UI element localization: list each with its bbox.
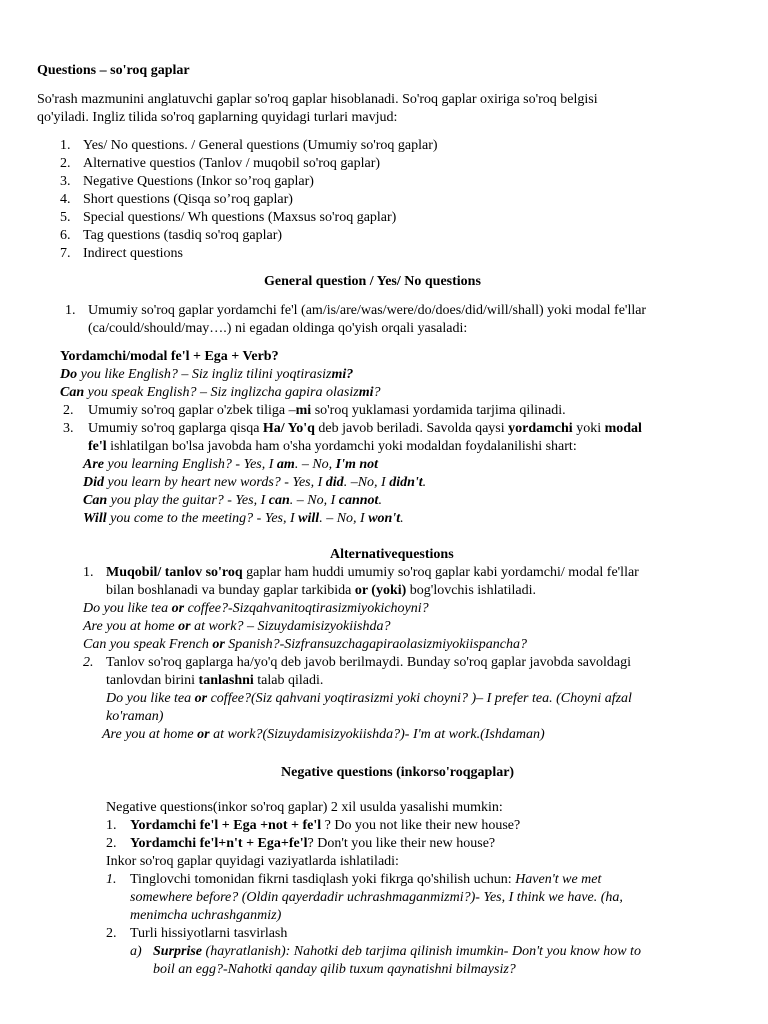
general-answer-4: Will you come to the meeting? - Yes, I will. – No, I won't. (83, 511, 404, 526)
list-item: 5. Special questions/ Wh questions (Maxsus so'roq gaplar) (60, 210, 397, 225)
general-p3-line-1: Umumiy so'roq gaplarga qisqa Ha/ Yo'q deb javob beriladi. Savolda qaysi yordamchi yoki modal (88, 421, 642, 436)
alternative-example-1: Do you like tea or coffee?-Sizqahvanitoqtirasizmiyokichoyni? (83, 601, 429, 616)
list-item: 2. Alternative questios (Tanlov / muqobil so'roq gaplar) (60, 156, 381, 171)
negative-usage: Inkor so'roq gaplar quyidagi vaziyatlarda ishlatiladi: (106, 854, 399, 869)
intro-line-1: So'rash mazmunini anglatuvchi gaplar so'roq gaplar hisoblanadi. So'roq gaplar oxiriga so'roq belgisi (37, 92, 598, 107)
alternative-heading: Alternativequestions (330, 547, 454, 562)
general-p1-num: 1. (65, 303, 76, 318)
negative-u1-line-1: Tinglovchi tomonidan fikrni tasdiqlash yoki fikrga qo'shilish uchun: Haven't we met (130, 872, 602, 887)
general-p1-line-1: Umumiy so'roq gaplar yordamchi fe'l (am/is/are/was/were/do/does/did/will/shall) yoki modal fe'llar (88, 303, 647, 318)
alternative-example-4: Do you like tea or coffee?(Siz qahvani yoqtirasizmi yoki choyni? )– I prefer tea. (Choyni afzal (106, 691, 632, 706)
alternative-example-4-cont: ko'raman) (106, 709, 164, 724)
list-item: 3. Negative Questions (Inkor so’roq gaplar) (60, 174, 314, 189)
negative-u2: Turli hissiyotlarni tasvirlash (130, 926, 288, 941)
negative-ua-num: a) (130, 944, 142, 959)
negative-u1-line-3: menimcha uchrashganmiz) (130, 908, 282, 923)
general-answer-3: Can you play the guitar? - Yes, I can. – No, I cannot. (83, 493, 382, 508)
negative-u1-line-2: somewhere before? (Oldin qayerdadir uchrashmaganmizmi?)- Yes, I think we have. (ha, (130, 890, 623, 905)
list-item: 7. Indirect questions (60, 246, 183, 261)
negative-u2-num: 2. (106, 926, 117, 941)
alternative-p1-line-2: bilan boshlanadi va bunday gaplar tarkibida or (yoki) bog'lovchis ishlatiladi. (106, 583, 536, 598)
negative-u1-num: 1. (106, 872, 117, 887)
list-item: 1. Yes/ No questions. / General questions (Umumiy so'roq gaplar) (60, 138, 438, 153)
general-heading: General question / Yes/ No questions (264, 274, 481, 289)
general-p3-num: 3. (63, 421, 74, 436)
intro-line-2: qo'yiladi. Ingliz tilida so'roq gaplarning quyidagi turlari mavjud: (37, 110, 398, 125)
negative-formula-2: Yordamchi fe'l+n't + Ega+fe'l? Don't you like their new house? (130, 836, 496, 851)
general-example-1: Do you like English? – Siz ingliz tilini yoqtirasizmi? (60, 367, 354, 382)
alternative-example-3: Can you speak French or Spanish?-Sizfransuzchagapiraolasizmiyokiispancha? (83, 637, 527, 652)
alternative-p2-num: 2. (83, 655, 94, 670)
general-p2-num: 2. (63, 403, 74, 418)
general-p3-line-2: fe'l ishlatilgan bo'lsa javobda ham o'sha yordamchi yoki modaldan foydalanilishi shart: (88, 439, 577, 454)
general-p1-line-2: (ca/could/should/may….) ni egadan oldinga qo'yish orqali yasaladi: (88, 321, 468, 336)
negative-heading: Negative questions (inkorso'roqgaplar) (281, 765, 515, 780)
negative-intro: Negative questions(inkor so'roq gaplar) 2 xil usulda yasalishi mumkin: (106, 800, 503, 815)
negative-f1-num: 1. (106, 818, 117, 833)
negative-formula-1: Yordamchi fe'l + Ega +not + fe'l ? Do you not like their new house? (130, 818, 521, 833)
negative-f2-num: 2. (106, 836, 117, 851)
alternative-example-2: Are you at home or at work? – Sizuydamisizyokiishda? (83, 619, 391, 634)
alternative-p1-line-1: Muqobil/ tanlov so'roq gaplar ham huddi umumiy so'roq gaplar kabi yordamchi/ modal fe'llar (106, 565, 639, 580)
negative-ua-line-1: Surprise (hayratlanish): Nahotki deb tarjima qilinish imumkin- Don't you know how to (153, 944, 641, 959)
alternative-p1-num: 1. (83, 565, 94, 580)
general-answer-2: Did you learn by heart new words? - Yes, I did. –No, I didn't. (83, 475, 427, 490)
general-example-2: Can you speak English? – Siz inglizcha gapira olasizmi? (60, 385, 381, 400)
page-title: Questions – so'roq gaplar (37, 63, 190, 78)
general-answer-1: Are you learning English? - Yes, I am. – No, I'm not (83, 457, 379, 472)
list-item: 6. Tag questions (tasdiq so'roq gaplar) (60, 228, 283, 243)
alternative-example-5: Are you at home or at work?(Sizuydamisizyokiishda?)- I'm at work.(Ishdaman) (102, 727, 545, 742)
alternative-p2-line-2: tanlovdan birini tanlashni talab qiladi. (106, 673, 324, 688)
general-p2: Umumiy so'roq gaplar o'zbek tiliga –mi so'roq yuklamasi yordamida tarjima qilinadi. (88, 403, 566, 418)
list-item: 4. Short questions (Qisqa so’roq gaplar) (60, 192, 293, 207)
negative-ua-line-2: boil an egg?-Nahotki qanday qilib tuxum qaynatishni bilmaysiz? (153, 962, 516, 977)
alternative-p2-line-1: Tanlov so'roq gaplarga ha/yo'q deb javob berilmaydi. Bunday so'roq gaplar javobda savoldagi (106, 655, 631, 670)
general-formula: Yordamchi/modal fe'l + Ega + Verb? (60, 349, 279, 364)
